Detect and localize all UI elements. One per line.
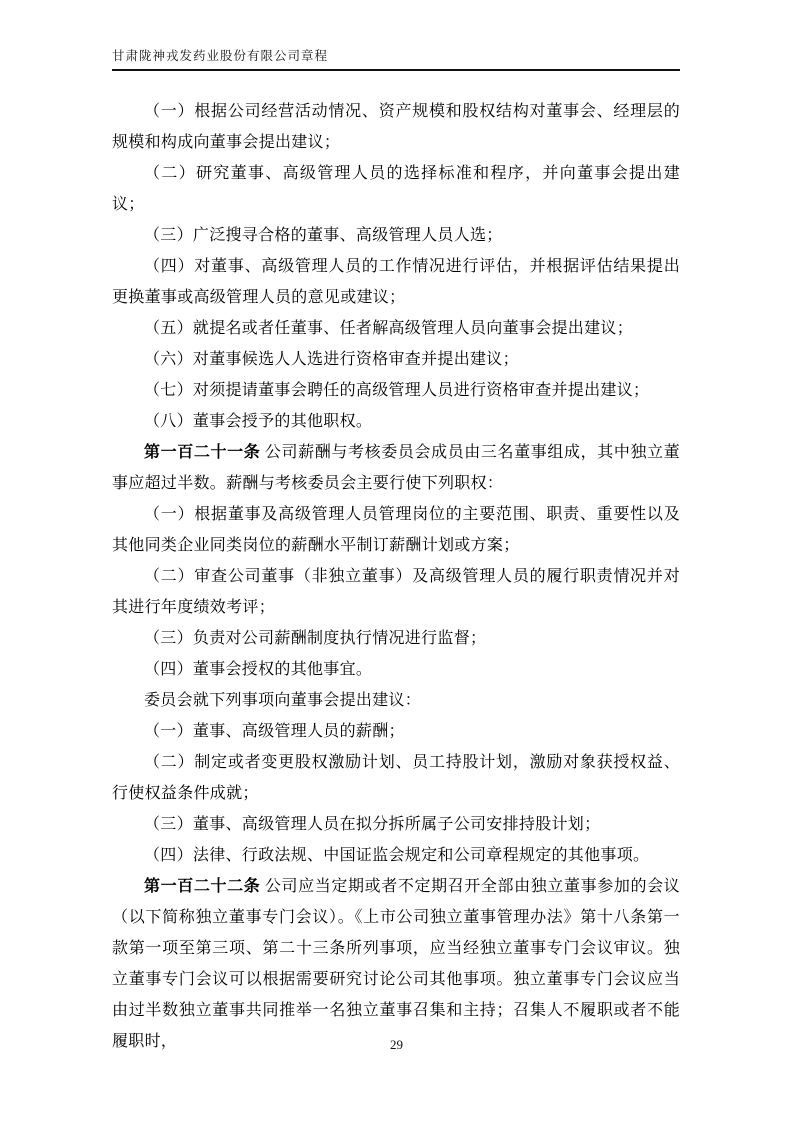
- page-footer: [0, 1036, 793, 1054]
- paragraph: （一）董事、高级管理人员的薪酬；: [144, 723, 405, 740]
- paragraph: （七）对须提请董事会聘任的高级管理人员进行资格审查并提出建议；: [144, 382, 650, 399]
- paragraph: （二）制定或者变更股权激励计划、员工持股计划，激励对象获授权益、行使权益条件成就；: [112, 754, 680, 802]
- paragraph: （四）对董事、高级管理人员的工作情况进行评估，并根据评估结果提出更换董事或高级管理人员的意见或建议；: [112, 258, 680, 306]
- paragraph: （四）法律、行政法规、中国证监会规定和公司章程规定的其他事项。: [144, 847, 650, 864]
- paragraph: （五）就提名或者任董事、任者解高级管理人员向董事会提出建议；: [144, 320, 634, 337]
- article-number: 第一百二十二条: [144, 878, 261, 895]
- article-paragraph: 第一百二十二条 公司应当定期或者不定期召开全部由独立董事参加的会议（以下简称独立董事专门会议）。《上市公司独立董事管理办法》第十八条第一款第一项至第三项、第二十三条所列事项，应当经独立董事专门会议审议。独立董事专门会议可以根据需要研究讨论公司其他事项。独立董事专门会议应当由过半数独立董事共同推举一名独立董事召集和主持；召集人不履职或者不能履职时，: [112, 878, 680, 1050]
- header-rule: [112, 69, 680, 71]
- page-number: 29: [390, 1037, 403, 1052]
- paragraph: （一）根据公司经营活动情况、资产规模和股权结构对董事会、经理层的规模和构成向董事会提出建议；: [112, 103, 680, 151]
- page-header: [112, 46, 680, 71]
- paragraph: （二）审查公司董事（非独立董事）及高级管理人员的履行职责情况并对其进行年度绩效考评；: [112, 568, 680, 616]
- paragraph: （八）董事会授予的其他职权。: [144, 413, 373, 430]
- paragraph: 委员会就下列事项向董事会提出建议：: [144, 692, 422, 709]
- paragraph: （四）董事会授权的其他事宜。: [144, 661, 373, 678]
- article-paragraph: 第一百二十一条 公司薪酬与考核委员会成员由三名董事组成，其中独立董事应超过半数。薪酬与考核委员会主要行使下列职权：: [112, 444, 680, 492]
- header-title: 甘肃陇神戎发药业股份有限公司章程: [112, 49, 329, 63]
- paragraph: （六）对董事候选人人选进行资格审查并提出建议；: [144, 351, 519, 368]
- document-body: [112, 96, 680, 1057]
- paragraph: （三）负责对公司薪酬制度执行情况进行监督；: [144, 630, 487, 647]
- article-number: 第一百二十一条: [144, 444, 261, 461]
- paragraph: （三）广泛搜寻合格的董事、高级管理人员人选；: [144, 227, 503, 244]
- paragraph: （一）根据董事及高级管理人员管理岗位的主要范围、职责、重要性以及其他同类企业同类岗位的薪酬水平制订薪酬计划或方案；: [112, 506, 680, 554]
- paragraph: （三）董事、高级管理人员在拟分拆所属子公司安排持股计划；: [144, 816, 601, 833]
- paragraph: （二）研究董事、高级管理人员的选择标准和程序，并向董事会提出建议；: [112, 165, 680, 213]
